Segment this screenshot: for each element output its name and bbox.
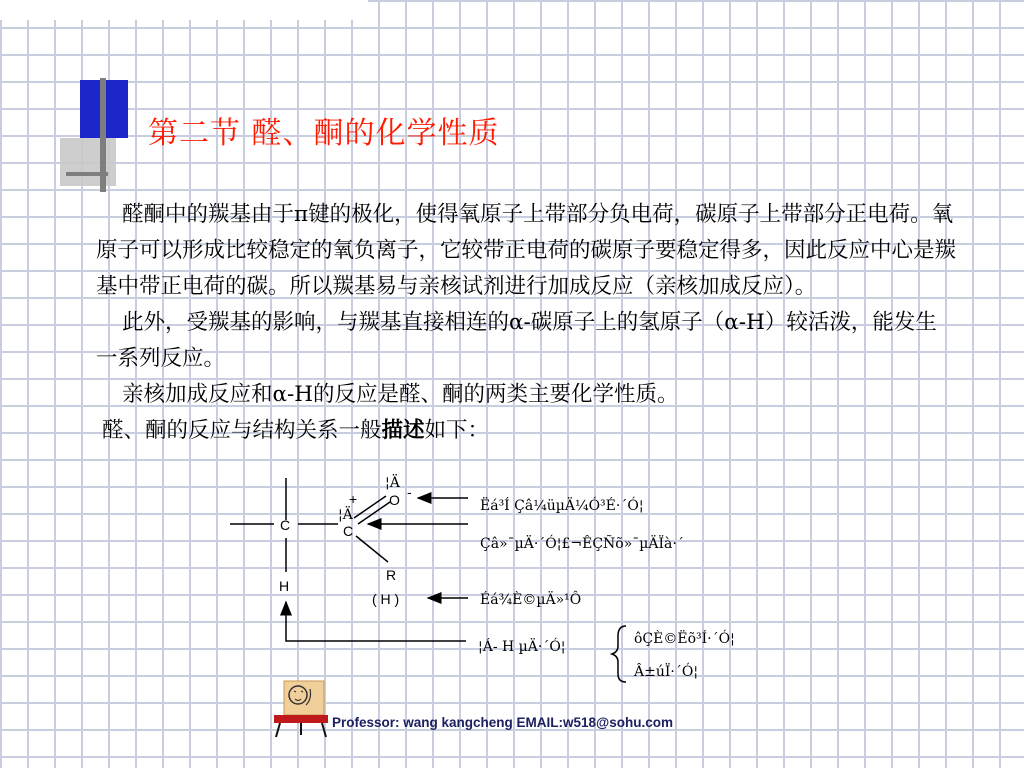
arrow-alpha-h xyxy=(286,602,466,641)
label-nucleophilic-addition: Ëá³Í Çâ¼üµÄ¼Ó³É·´Ó¦ xyxy=(480,498,644,514)
atom-r: R xyxy=(386,567,397,583)
footer-credit: Professor: wang kangcheng EMAIL:w518@sohu.com xyxy=(332,715,673,730)
brace-item-aldol: ôÇÈ©Ëõ³Í·´Ó¦ xyxy=(634,631,735,647)
slide-title: 第二节 醛、酮的化学性质 xyxy=(148,116,500,151)
c-charge-label: ¦Ä xyxy=(338,507,353,523)
bond-c-r xyxy=(356,536,388,562)
relation-intro-end: 如下： xyxy=(424,418,490,443)
atom-h-group: ( H ) xyxy=(372,591,400,607)
relation-intro-bold: 描述 xyxy=(381,418,425,443)
o-charge-sign: - xyxy=(407,484,412,500)
paragraph-carbonyl-polarization: 醛酮中的羰基由于π键的极化，使得氧原子上带部分负电荷，碳原子上带部分正电荷。氧原子可以形成比较稳定的氧负离子，它较带正电荷的碳原子要稳定得多，因此反应中心是羰基中带正电荷的碳。所以羰基易与亲核试剂进行加成反应（亲核加成反应）。 xyxy=(96,202,957,299)
label-alpha-h-reaction: ¦Á- H µÄ·´Ó¦ xyxy=(478,639,566,655)
o-charge-label: ¦Ä xyxy=(385,475,400,491)
paragraph-alpha-h: 此外，受羰基的影响，与羰基直接相连的α-碳原子上的氢原子（α-H）较活泼，能发生一系列反应。 xyxy=(96,310,937,371)
label-reduction: Éá¾È©µÄ»¹Ô xyxy=(480,592,582,608)
bond-double-2 xyxy=(358,502,390,524)
atom-o: O xyxy=(389,492,400,508)
label-oxidation: Çâ»¯µÄ·´Ó¦£¬ÊÇÑõ»¯µÄÏà·´ xyxy=(480,536,684,552)
curly-brace xyxy=(612,626,626,682)
relation-intro-text: 醛、酮的反应与结构关系一般 xyxy=(102,418,382,443)
brace-item-halogenation: Â±úÏ·´Ó¦ xyxy=(634,664,699,680)
atom-h: H xyxy=(279,578,290,594)
atom-c-carbonyl: C xyxy=(343,523,354,539)
bond-double-1 xyxy=(354,496,386,518)
professor-icon xyxy=(270,677,332,739)
paragraph-two-properties: 亲核加成反应和α-H的反应是醛、酮的两类主要化学性质。 xyxy=(122,382,679,407)
c-charge-sign: + xyxy=(349,491,358,507)
atom-c-alpha: C xyxy=(280,517,291,533)
